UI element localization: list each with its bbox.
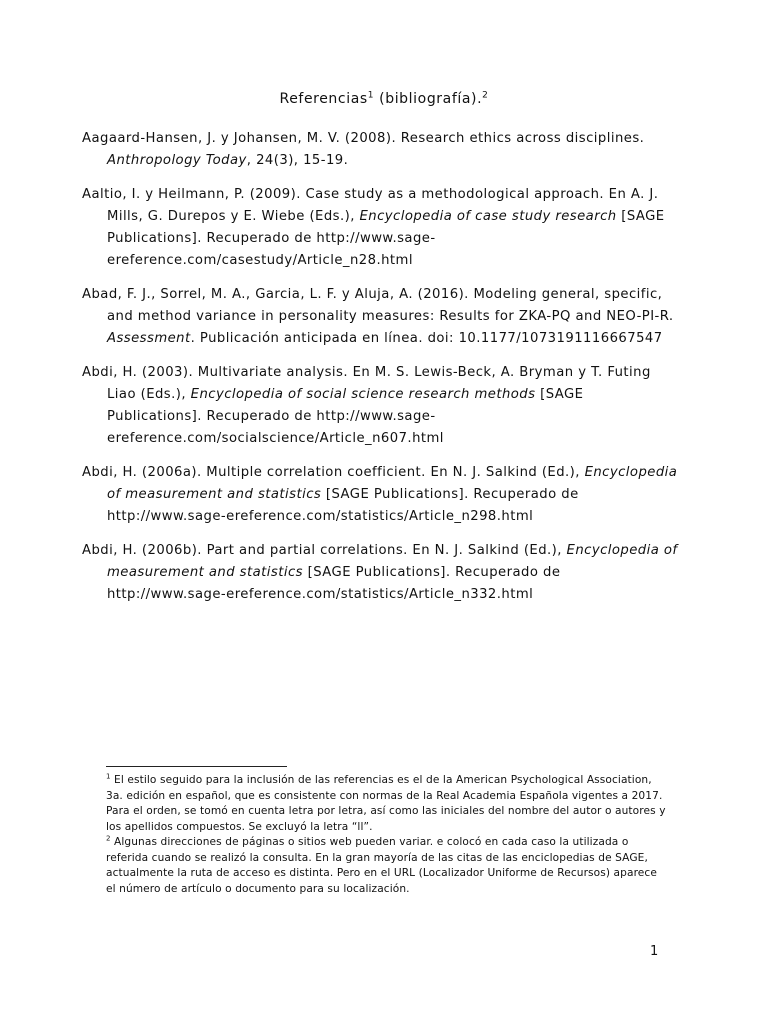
- reference-list: [82, 128, 682, 618]
- footnote-ref-1: 1: [367, 90, 375, 101]
- reference-text: [SAGE Publications]. Recuperado de http://www.sage-ereference.com/statistics/Article_n332.html: [107, 565, 561, 602]
- reference-source-title: Encyclopedia of measurement and statistics: [107, 465, 678, 502]
- title-rest: (bibliografía).: [374, 91, 483, 107]
- reference-text: Aaltio, I. y Heilmann, P. (2009). Case study as a methodological approach. En A. J. Mills, G. Durepos y E. Wiebe (Eds.),: [82, 187, 659, 224]
- footnote-marker: 1: [106, 772, 111, 781]
- reference-source-title: Encyclopedia of measurement and statistics: [107, 543, 678, 580]
- reference-text: Abdi, H. (2006b). Part and partial correlations. En N. J. Salkind (Ed.),: [82, 543, 567, 558]
- reference-text: . Publicación anticipada en línea. doi: 10.1177/1073191116667547: [190, 331, 663, 346]
- reference-entry: [82, 462, 682, 528]
- reference-source-title: Assessment: [107, 331, 191, 346]
- footnote-text: El estilo seguido para la inclusión de las referencias es el de la American Psychological Association, 3a. edición en español, que es consistente con normas de la Real Academia Española vigentes a 2017. Para el orden, se tomó en cuenta letra por letra, así como las iniciales del nombre del autor o autores y los apellidos compuestos. Se excluyó la letra “ll”.: [106, 774, 666, 833]
- footnote: [106, 835, 666, 897]
- reference-entry: [82, 362, 682, 450]
- title-text: Referencias: [279, 91, 368, 107]
- reference-source-title: Encyclopedia of social science research methods: [190, 387, 536, 402]
- reference-text: Abdi, H. (2006a). Multiple correlation coefficient. En N. J. Salkind (Ed.),: [82, 465, 585, 480]
- reference-text: [SAGE Publications]. Recuperado de http://www.sage-ereference.com/casestudy/Article_n28.html: [107, 209, 665, 268]
- footnote-ref-2: 2: [482, 90, 489, 101]
- reference-entry: [82, 284, 682, 350]
- footnote-separator: [106, 766, 287, 767]
- reference-entry: [82, 128, 682, 172]
- footnote: [106, 773, 666, 835]
- footnotes: [106, 773, 666, 897]
- reference-entry: [82, 540, 682, 606]
- reference-text: , 24(3), 15-19.: [246, 153, 349, 168]
- page-number: 1: [650, 944, 659, 959]
- reference-text: Abad, F. J., Sorrel, M. A., Garcia, L. F. y Aluja, A. (2016). Modeling general, specific, and method variance in personality measures: Results for ZKA-PQ and NEO-PI-R.: [82, 287, 674, 324]
- footnote-text: Algunas direcciones de páginas o sitios web pueden variar. e colocó en cada caso la utilizada o referida cuando se realizó la consulta. En la gran mayoría de las citas de las enciclopedias de SAGE, actualmente la ruta de acceso es distinta. Pero en el URL (Localizador Uniforme de Recursos) aparece el número de artículo o documento para su localización.: [106, 836, 657, 895]
- reference-source-title: Encyclopedia of case study research: [359, 209, 617, 224]
- footnote-marker: 2: [106, 834, 111, 843]
- reference-text: [SAGE Publications]. Recuperado de http://www.sage-ereference.com/socialscience/Article_n607.html: [107, 387, 584, 446]
- reference-text: Abdi, H. (2003). Multivariate analysis. En M. S. Lewis-Beck, A. Bryman y T. Futing Liao (Eds.),: [82, 365, 651, 402]
- reference-text: [SAGE Publications]. Recuperado de http://www.sage-ereference.com/statistics/Article_n298.html: [107, 487, 579, 524]
- reference-entry: [82, 184, 682, 272]
- reference-source-title: Anthropology Today: [107, 153, 247, 168]
- reference-text: Aagaard-Hansen, J. y Johansen, M. V. (2008). Research ethics across disciplines.: [82, 131, 645, 146]
- page-title: [0, 91, 768, 107]
